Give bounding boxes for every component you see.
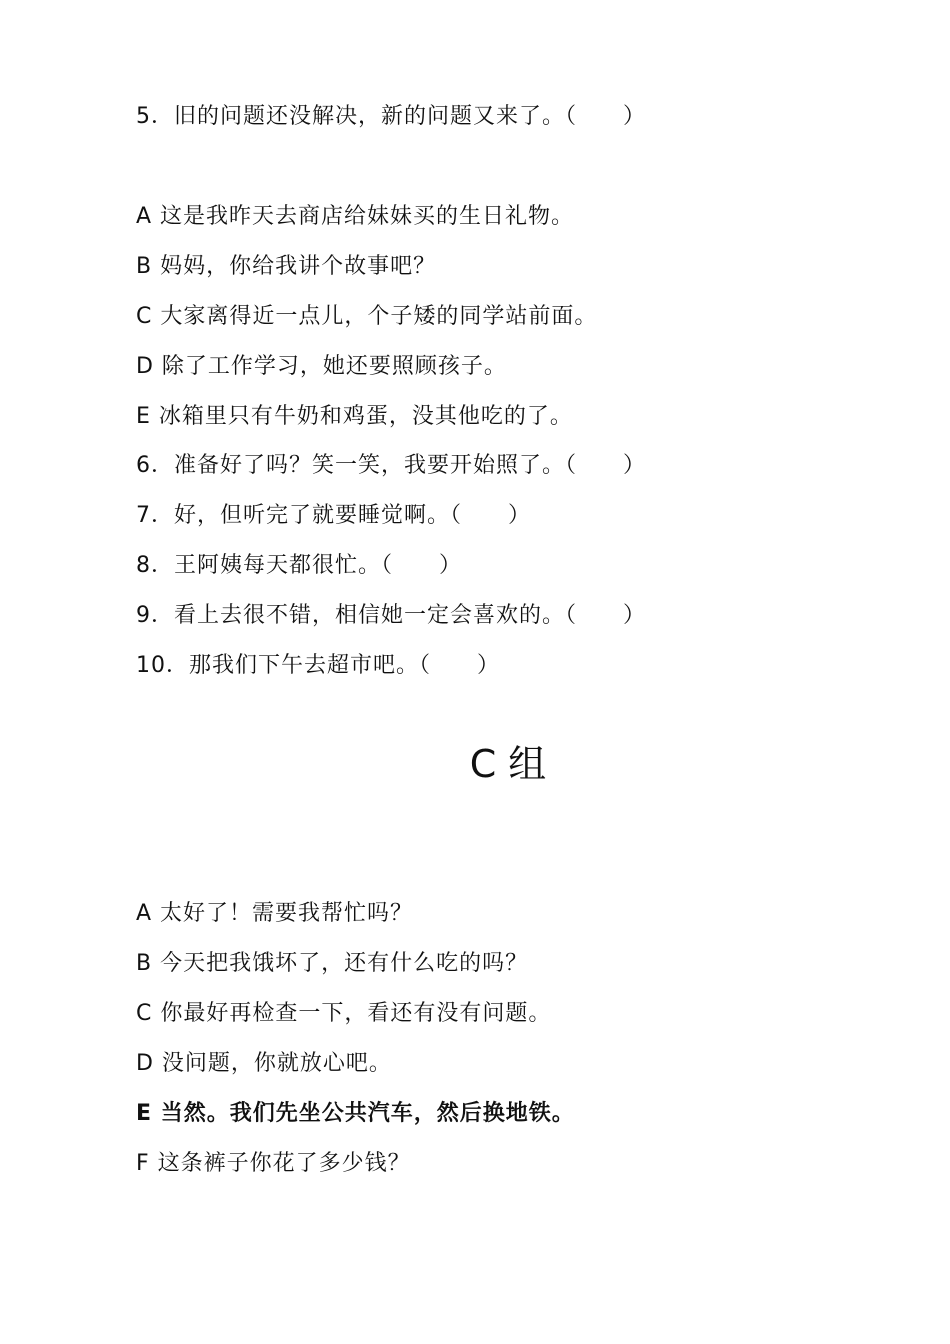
option-a: A 太好了！需要我帮忙吗？ [136,901,414,926]
option-e: E 冰箱里只有牛奶和鸡蛋，没其他吃的了。 [136,404,573,429]
option-a: A 这是我昨天去商店给妹妹买的生日礼物。 [136,204,575,229]
option-b: B 妈妈，你给我讲个故事吧？ [136,254,437,279]
question-5: 5．旧的问题还没解决，新的问题又来了。（ ） [136,104,646,129]
question-6: 6．准备好了吗？笑一笑，我要开始照了。（ ） [136,453,646,478]
question-7: 7．好，但听完了就要睡觉啊。（ ） [136,503,531,528]
option-c: C 大家离得近一点儿，个子矮的同学站前面。 [136,304,598,329]
option-f: F 这条裤子你花了多少钱？ [136,1151,411,1176]
option-d: D 没问题，你就放心吧。 [136,1051,392,1076]
section-heading: C 组 [469,742,547,786]
option-e: E 当然。我们先坐公共汽车，然后换地铁。 [136,1101,575,1126]
option-c: C 你最好再检查一下，看还有没有问题。 [136,1001,552,1026]
option-d: D 除了工作学习，她还要照顾孩子。 [136,354,507,379]
question-9: 9．看上去很不错，相信她一定会喜欢的。（ ） [136,603,646,628]
question-10: 10．那我们下午去超市吧。（ ） [136,653,500,678]
question-8: 8．王阿姨每天都很忙。（ ） [136,553,462,578]
option-b: B 今天把我饿坏了，还有什么吃的吗？ [136,951,529,976]
